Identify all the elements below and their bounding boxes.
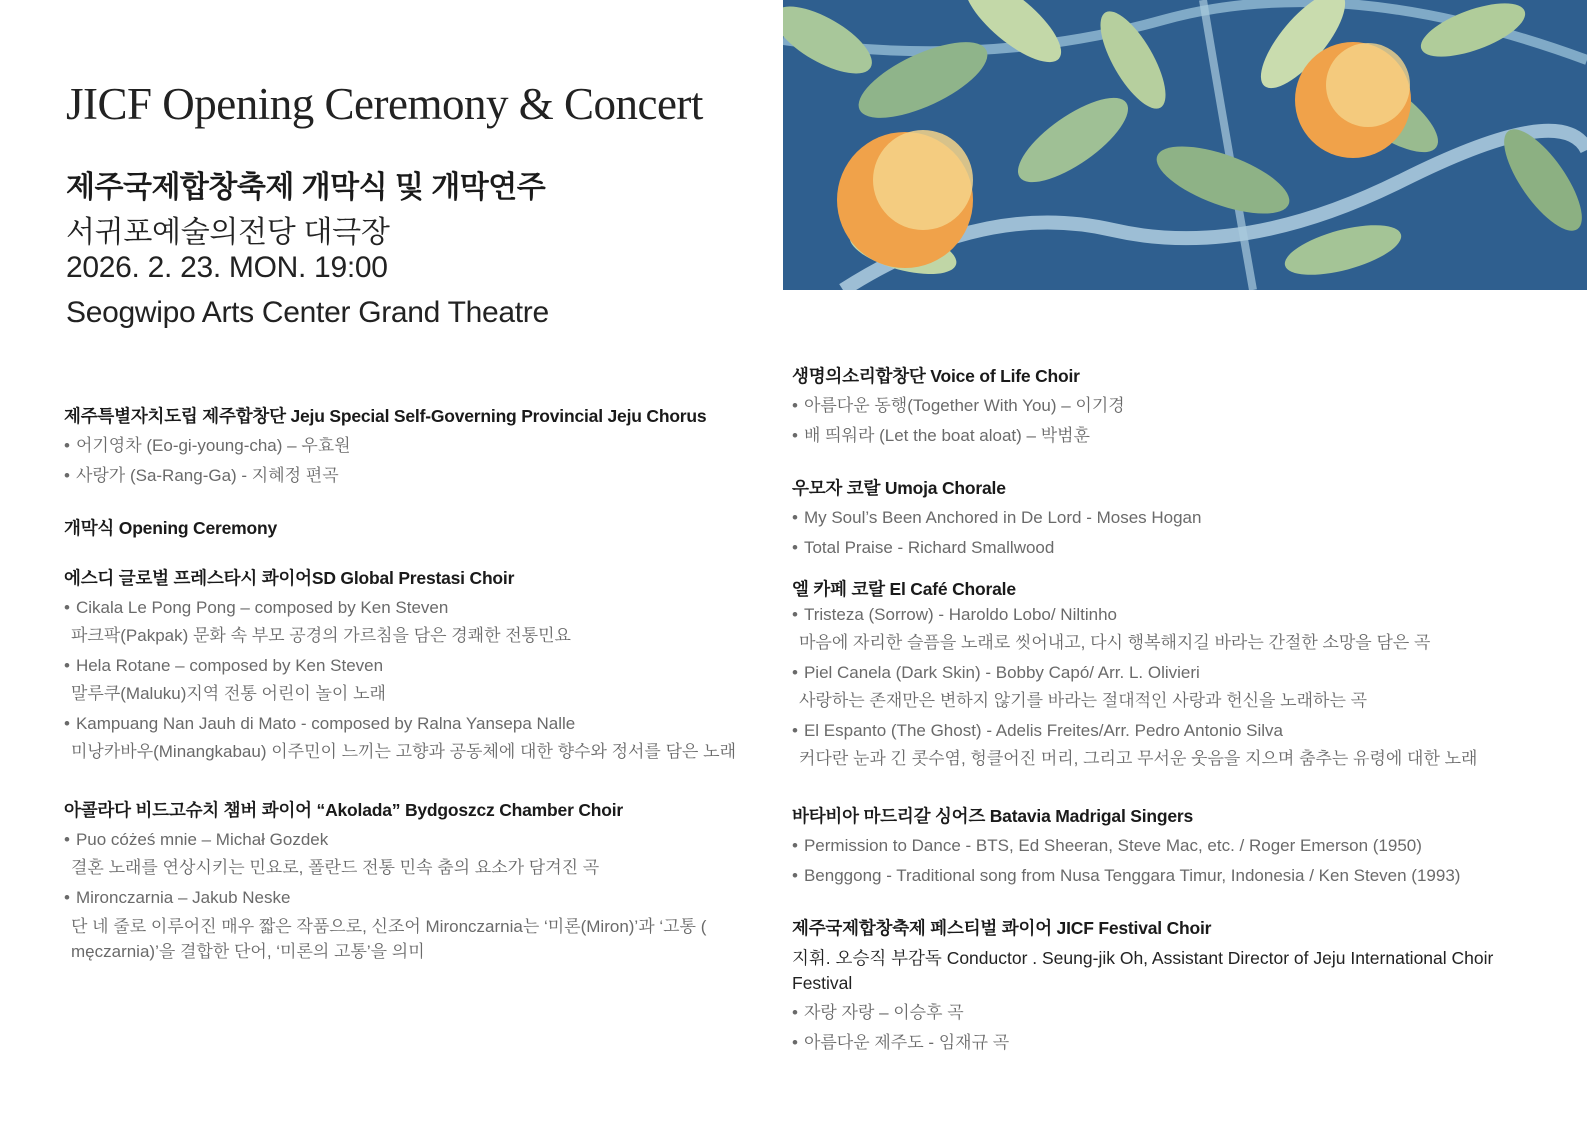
program-item [64, 464, 706, 488]
section-title: 생명의소리합창단 Voice of Life Choir [792, 366, 1080, 386]
program-item-text: 어기영차 (Eo-gi-young-cha) – 우효원 [75, 436, 351, 455]
bullet: • [792, 866, 798, 885]
program-item-note: 마음에 자리한 슬픔을 노래로 씻어내고, 다시 행복해지길 바라는 간절한 소망을 담은 곡 [799, 633, 1431, 652]
bullet: • [792, 508, 798, 527]
section-akolada [64, 798, 711, 970]
program-item-note: 사랑하는 존재만은 변하지 않기를 바라는 절대적인 사랑과 헌신을 노래하는 곡 [799, 691, 1368, 710]
program-item-text: Puo cóżeś mnie – Michał Gozdek [75, 830, 329, 849]
program-item-note: 파크팍(Pakpak) 문화 속 부모 공경의 가르침을 담은 경쾌한 전통민요 [71, 626, 571, 645]
section-title: 에스디 글로벌 프레스타시 콰이어SD Global Prestasi Choir [64, 568, 515, 588]
bullet: • [64, 436, 70, 455]
section-title: 엘 카페 코랄 El Café Chorale [792, 579, 1016, 599]
program-item-text: Benggong - Traditional song from Nusa Tenggara Timur, Indonesia / Ken Steven (1993) [803, 866, 1461, 885]
program-item [64, 712, 736, 736]
section-el-cafe [792, 577, 1477, 777]
header-illustration [783, 0, 1587, 290]
program-item [792, 1001, 1532, 1025]
event-datetime: 2026. 2. 23. MON. 19:00 [66, 251, 388, 284]
program-item-text: Cikala Le Pong Pong – composed by Ken Steven [75, 598, 449, 617]
program-item-text: 아름다운 동행(Together With You) – 이기경 [803, 396, 1125, 415]
section-title: 아콜라다 비드고슈치 챔버 콰이어 “Akolada” Bydgoszcz Chamber Choir [64, 800, 624, 820]
program-item-text: Permission to Dance - BTS, Ed Sheeran, Steve Mac, etc. / Roger Emerson (1950) [803, 836, 1422, 855]
program-item [792, 424, 1125, 448]
program-item-text: Piel Canela (Dark Skin) - Bobby Capó/ Arr. L. Olivieri [803, 663, 1200, 682]
section-festival-choir [792, 916, 1532, 1061]
bullet: • [64, 466, 70, 485]
orange-branch-illustration [783, 0, 1587, 290]
section-title: 제주국제합창축제 페스티벌 콰이어 JICF Festival Choir [792, 918, 1212, 938]
program-item [792, 661, 1477, 685]
event-title-korean: 제주국제합창축제 개막식 및 개막연주 [66, 171, 546, 204]
program-item [64, 828, 711, 852]
program-item [64, 886, 711, 910]
section-title: 바타비아 마드리갈 싱어즈 Batavia Madrigal Singers [792, 806, 1194, 826]
bullet: • [792, 396, 798, 415]
program-item [792, 834, 1460, 858]
section-jeju-chorus [64, 404, 706, 494]
program-item [792, 864, 1460, 888]
program-item [792, 603, 1477, 627]
section-title: 제주특별자치도립 제주합창단 Jeju Special Self-Governing Provincial Jeju Chorus [64, 406, 707, 426]
bullet: • [792, 1003, 798, 1022]
program-item-text: Hela Rotane – composed by Ken Steven [75, 656, 384, 675]
program-item-text: 자랑 자랑 – 이승후 곡 [803, 1003, 964, 1022]
program-item [792, 536, 1201, 560]
program-item-note: 말루쿠(Maluku)지역 전통 어린이 놀이 노래 [71, 684, 386, 703]
bullet: • [64, 598, 70, 617]
program-item-text: 아름다운 제주도 - 임재규 곡 [803, 1033, 1010, 1052]
bullet: • [792, 663, 798, 682]
program-item-text: El Espanto (The Ghost) - Adelis Freites/Arr. Pedro Antonio Silva [803, 721, 1284, 740]
section-prestasi [64, 566, 736, 770]
section-batavia [792, 804, 1460, 894]
bullet: • [792, 1033, 798, 1052]
bullet: • [64, 830, 70, 849]
program-item-text: Kampuang Nan Jauh di Mato - composed by Ralna Yansepa Nalle [75, 714, 576, 733]
program-item-text: Total Praise - Richard Smallwood [803, 538, 1055, 557]
page-title: JICF Opening Ceremony & Concert [66, 79, 703, 129]
program-item-text: Mironczarnia – Jakub Neske [75, 888, 291, 907]
program-item [64, 596, 736, 620]
bullet: • [792, 538, 798, 557]
program-item-text: 사랑가 (Sa-Rang-Ga) - 지혜정 편곡 [75, 466, 339, 485]
program-item-note: 단 네 줄로 이루어진 매우 짧은 작품으로, 신조어 Mironczarnia는 ‘미론(Miron)’과 ‘고통 ( męczarnia)’을 결합한 단어, ‘미론의 고통’을 의미 [71, 917, 707, 961]
conductor-info: 지휘. 오승직 부감독 Conductor . Seung-jik Oh, Assistant Director of Jeju International Choir Festival [792, 948, 1494, 993]
section-umoja [792, 476, 1201, 566]
bullet: • [64, 656, 70, 675]
section-title: 우모자 코랄 Umoja Chorale [792, 478, 1006, 498]
program-item-note: 결혼 노래를 연상시키는 민요로, 폴란드 전통 민속 춤의 요소가 담겨진 곡 [71, 858, 600, 877]
program-item-note: 미낭카바우(Minangkabau) 이주민이 느끼는 고향과 공동체에 대한 향수와 정서를 담은 노래 [71, 742, 736, 761]
section-title: 개막식 Opening Ceremony [64, 518, 277, 538]
section-opening-ceremony [64, 516, 277, 546]
bullet: • [64, 714, 70, 733]
bullet: • [792, 426, 798, 445]
venue-korean: 서귀포예술의전당 대극장 [66, 216, 390, 249]
program-item [792, 719, 1477, 743]
program-item-text: 배 띄워라 (Let the boat aloat) – 박범훈 [803, 426, 1090, 445]
program-item [64, 654, 736, 678]
program-item-text: My Soul’s Been Anchored in De Lord - Moses Hogan [803, 508, 1202, 527]
bullet: • [792, 836, 798, 855]
venue-english: Seogwipo Arts Center Grand Theatre [66, 296, 549, 329]
program-item [792, 394, 1125, 418]
program-item-note: 커다란 눈과 긴 콧수염, 헝클어진 머리, 그리고 무서운 웃음을 지으며 춤추는 유령에 대한 노래 [799, 749, 1478, 768]
program-item [64, 434, 706, 458]
bullet: • [792, 721, 798, 740]
program-item [792, 506, 1201, 530]
program-item [792, 1031, 1532, 1055]
bullet: • [792, 605, 798, 624]
bullet: • [64, 888, 70, 907]
program-item-text: Tristeza (Sorrow) - Haroldo Lobo/ Niltinho [803, 605, 1117, 624]
section-voice-of-life [792, 364, 1125, 454]
